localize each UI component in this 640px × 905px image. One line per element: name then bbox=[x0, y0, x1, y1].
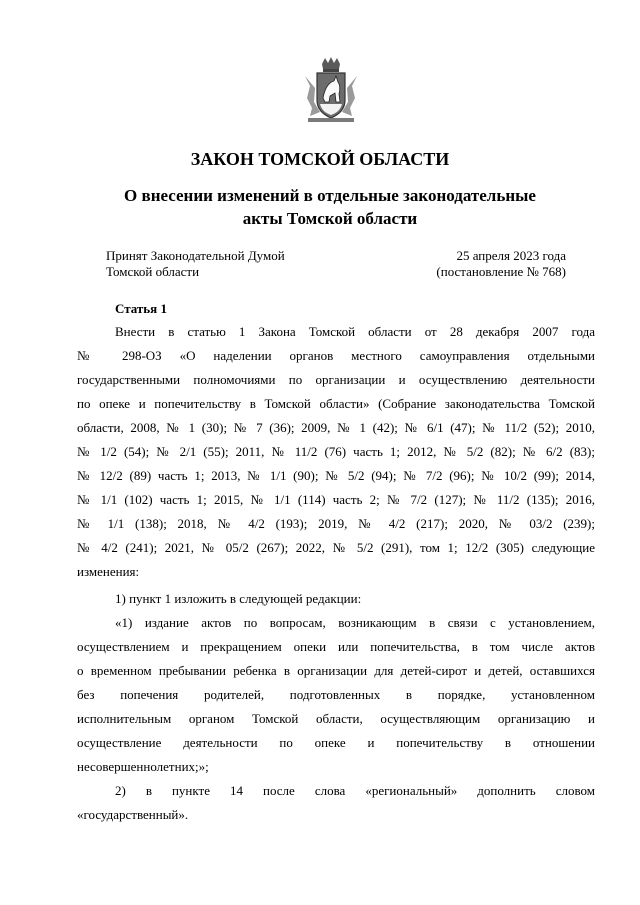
list-item-1: 1) пункт 1 изложить в следующей редакции: bbox=[115, 591, 362, 606]
quoted-line: несовершеннолетних;»; bbox=[77, 759, 209, 774]
resolution-number: (постановление № 768) bbox=[436, 264, 566, 279]
article-heading: Статья 1 bbox=[115, 301, 167, 316]
quoted-line: о временном пребывании ребенка в организации для детей-сирот и детей, оставшихся bbox=[77, 663, 595, 678]
article-body bbox=[77, 320, 595, 827]
paragraph-line: области, 2008, № 1 (30); № 7 (36); 2009, № 1 (42); № 6/1 (47); № 11/2 (52); 2010, bbox=[77, 420, 595, 435]
paragraph-line: изменения: bbox=[77, 564, 140, 579]
quoted-line: «1) издание актов по вопросам, возникающим в связи с установлением, bbox=[115, 615, 595, 630]
adopted-by-line: Принят Законодательной Думой bbox=[106, 248, 285, 263]
paragraph-line: № 298-ОЗ «О наделении органов местного самоуправления отдельными bbox=[77, 348, 595, 363]
quoted-line: без попечения родителей, подготовленных в порядке, установленном bbox=[77, 687, 595, 702]
quoted-line: осуществление деятельности по опеке и попечительству в отношении bbox=[77, 735, 595, 750]
paragraph-line: № 1/1 (138); 2018, № 4/2 (193); 2019, № 4/2 (217); 2020, № 03/2 (239); bbox=[77, 516, 595, 531]
adoption-date bbox=[436, 248, 566, 280]
paragraph-line: № 4/2 (241); 2021, № 05/2 (267); 2022, № 5/2 (291), том 1; 12/2 (305) следующие bbox=[77, 540, 595, 555]
adopted-by-line: Томской области bbox=[106, 264, 200, 279]
adopted-by bbox=[106, 248, 285, 280]
law-subtitle bbox=[90, 184, 570, 230]
quoted-line: осуществлением и прекращением опеки или попечительства, в том числе актов bbox=[77, 639, 595, 654]
adoption-date-line: 25 апреля 2023 года bbox=[456, 248, 566, 263]
list-item-2: 2) в пункте 14 после слова «региональный» дополнить словом bbox=[115, 783, 595, 798]
paragraph-line: № 12/2 (89) часть 1; 2013, № 1/1 (90); № 5/2 (94); № 7/2 (96); № 10/2 (99); 2014, bbox=[77, 468, 595, 483]
tomsk-coat-of-arms-icon bbox=[298, 56, 364, 126]
paragraph-line: Внести в статью 1 Закона Томской области от 28 декабря 2007 года bbox=[115, 324, 595, 339]
quoted-line: исполнительным органом Томской области, осуществляющим организацию и bbox=[77, 711, 595, 726]
list-item-2-line: «государственный». bbox=[77, 807, 189, 822]
subtitle-line: О внесении изменений в отдельные законодательные bbox=[124, 186, 536, 205]
paragraph-line: № 1/1 (102) часть 1; 2015, № 1/1 (114) часть 2; № 7/2 (127); № 11/2 (135); 2016, bbox=[77, 492, 595, 507]
law-title: ЗАКОН ТОМСКОЙ ОБЛАСТИ bbox=[190, 149, 450, 169]
paragraph-line: государственными полномочиями по организации и осуществлению деятельности bbox=[77, 372, 595, 387]
paragraph-line: по опеке и попечительству в Томской области» (Собрание законодательства Томской bbox=[77, 396, 595, 411]
subtitle-line: акты Томской области bbox=[242, 209, 418, 228]
paragraph-line: № 1/2 (54); № 2/1 (55); 2011, № 11/2 (76) часть 1; 2012, № 5/2 (82); № 6/2 (83); bbox=[77, 444, 595, 459]
